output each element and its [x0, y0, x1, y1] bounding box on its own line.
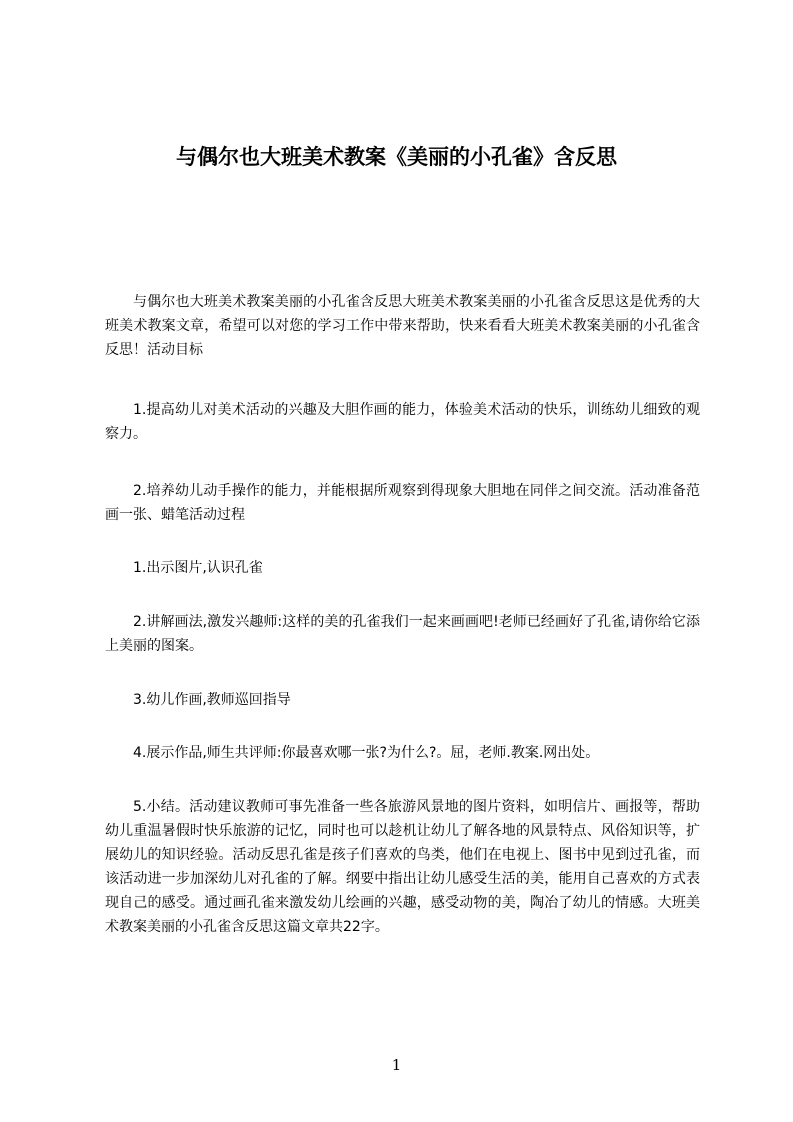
goal-2-paragraph: 2.培养幼儿动手操作的能力，并能根据所观察到得现象大胆地在同伴之间交流。活动准备范画一张、蜡笔活动过程	[105, 483, 700, 523]
step-3-paragraph: 3.幼儿作画,教师巡回指导	[133, 692, 291, 708]
summary-paragraph: 5.小结。活动建议教师可事先准备一些各旅游风景地的图片资料，如明信片、画报等，帮助幼儿重温暑假时快乐旅游的记忆，同时也可以趁机让幼儿了解各地的风景特点、风俗知识等，扩展幼儿的知识经验。活动反思孔雀是孩子们喜欢的鸟类，他们在电视上、图书中见到过孔雀，而该活动进一步加深幼儿对孔雀的了解。纲要中指出让幼儿感受生活的美，能用自己喜欢的方式表现自己的感受。通过画孔雀来激发幼儿绘画的兴趣，感受动物的美，陶冶了幼儿的情感。大班美术教案美丽的小孔雀含反思这篇文章共22字。	[105, 799, 700, 935]
step-2-paragraph: 2.讲解画法,激发兴趣师:这样的美的孔雀我们一起来画画吧!老师已经画好了孔雀,请你给它添上美丽的图案。	[105, 614, 700, 654]
intro-paragraph: 与偶尔也大班美术教案美丽的小孔雀含反思大班美术教案美丽的小孔雀含反思这是优秀的大班美术教案文章，希望可以对您的学习工作中带来帮助，快来看看大班美术教案美丽的小孔雀含反思！活动目标	[105, 294, 700, 358]
step-1-paragraph: 1.出示图片,认识孔雀	[133, 560, 263, 576]
goal-1-paragraph: 1.提高幼儿对美术活动的兴趣及大胆作画的能力，体验美术活动的快乐，训练幼儿细致的观察力。	[105, 402, 700, 442]
step-4-paragraph: 4.展示作品,师生共评师:你最喜欢哪一张?为什么?。屈，老师.教案.网出处。	[133, 745, 600, 761]
document-title: 与偶尔也大班美术教案《美丽的小孔雀》含反思	[176, 145, 617, 169]
page-number: 1	[391, 1056, 402, 1074]
